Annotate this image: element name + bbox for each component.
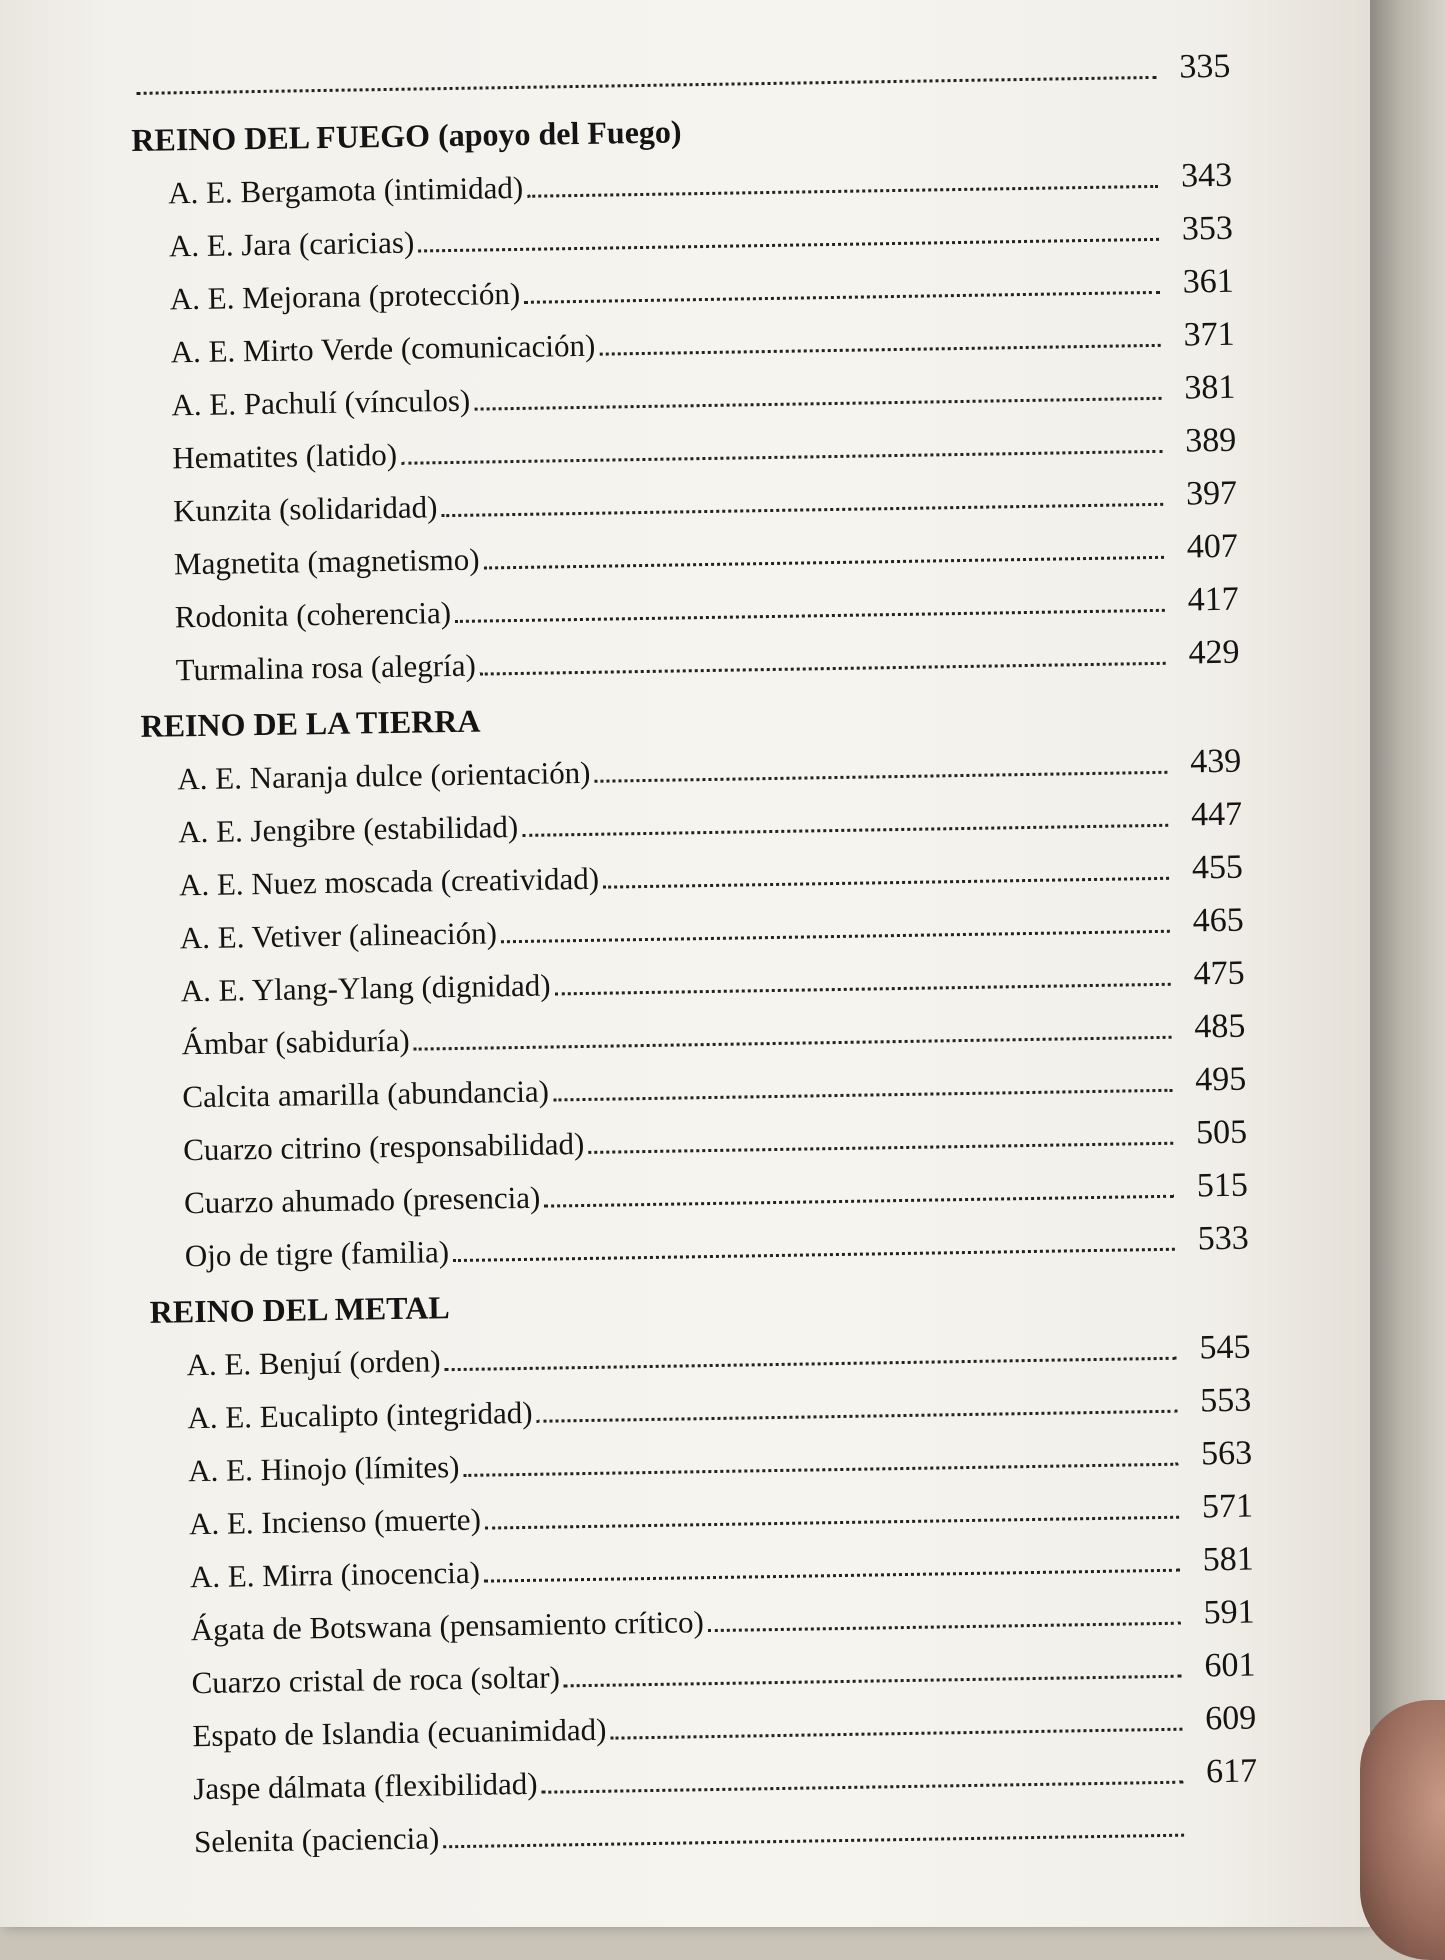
page-number: 553: [1199, 1381, 1252, 1420]
page-number: 397: [1185, 474, 1238, 513]
section-title-text: REINO DEL METAL: [149, 1289, 450, 1330]
leader-dots: [555, 983, 1171, 996]
page-number: 447: [1190, 795, 1243, 834]
page-number: 389: [1184, 421, 1237, 460]
page-number: 353: [1181, 209, 1234, 248]
leader-dots: [611, 1728, 1183, 1740]
toc-entry-label: A. E. Ylang-Ylang (dignidad): [180, 967, 551, 1009]
page-number: 545: [1199, 1328, 1251, 1367]
leader-dots: [564, 1675, 1182, 1688]
toc-entry-label: A. E. Benjuí (orden): [186, 1343, 441, 1383]
toc-entry-label: Cuarzo ahumado (presencia): [183, 1179, 541, 1221]
leader-dots: [544, 1195, 1174, 1208]
leader-dots: [527, 185, 1158, 198]
toc-entry-label: A. E. Eucalipto (integridad): [187, 1394, 533, 1436]
page-number: 495: [1194, 1060, 1247, 1099]
toc-entry-label: A. E. Jengibre (estabilidad): [177, 808, 519, 850]
toc-entry-label: A. E. Hinojo (límites): [187, 1449, 460, 1489]
page-number: 381: [1184, 368, 1236, 407]
leader-dots: [542, 1781, 1184, 1794]
toc-entry-label: Magnetita (magnetismo): [173, 541, 480, 582]
page-number: 505: [1195, 1113, 1248, 1152]
leader-dots: [708, 1622, 1181, 1632]
page-number: 335: [1179, 47, 1231, 86]
page-edge: [1370, 0, 1445, 1927]
table-of-contents: [130, 38, 1258, 1861]
toc-entry-label: Hematites (latido): [172, 436, 398, 476]
toc-entry-label: Cuarzo cristal de roca (soltar): [191, 1659, 561, 1701]
leader-dots: [595, 771, 1168, 783]
toc-entry-label: Calcita amarilla (abundancia): [182, 1073, 550, 1115]
toc-entry-label: Kunzita (solidaridad): [172, 489, 438, 529]
page-number: 563: [1200, 1434, 1253, 1473]
toc-entry-label: Turmalina rosa (alegría): [175, 647, 477, 688]
section-title-text: REINO DEL FUEGO (apoyo del Fuego): [131, 113, 682, 158]
page-number: 533: [1197, 1219, 1250, 1258]
leader-dots: [522, 824, 1168, 837]
toc-entry-label: Cuarzo citrino (responsabilidad): [182, 1126, 585, 1168]
toc-entry-label: Jaspe dálmata (flexibilidad): [192, 1765, 538, 1807]
page-number: 407: [1186, 527, 1239, 566]
page-number: 591: [1203, 1593, 1255, 1632]
page-number: 429: [1188, 633, 1240, 672]
page-number: 609: [1204, 1699, 1257, 1738]
toc-entry-label: A. E. Nuez moscada (creatividad): [178, 860, 600, 903]
page-number: 455: [1191, 848, 1244, 887]
page-number: 417: [1187, 580, 1239, 619]
leader-dots: [443, 1834, 1184, 1849]
page-number: 439: [1189, 742, 1242, 781]
thumb: [1360, 1700, 1445, 1960]
page-number: 617: [1205, 1752, 1258, 1791]
toc-entry-label: A. E. Incienso (muerte): [188, 1501, 482, 1542]
leader-dots: [501, 930, 1170, 944]
leader-dots: [588, 1142, 1173, 1154]
page-number: 581: [1202, 1540, 1255, 1579]
toc-entry-label: Rodonita (coherencia): [174, 595, 452, 635]
toc-entry-label: A. E. Vetiver (alineación): [179, 915, 498, 956]
page-number: 515: [1196, 1166, 1249, 1205]
toc-entry-label: A. E. Jara (caricias): [168, 224, 415, 264]
toc-entry-label: Selenita (paciencia): [193, 1820, 440, 1860]
page-number: 571: [1201, 1487, 1254, 1526]
toc-entry-label: A. E. Mirto Verde (comunicación): [170, 327, 596, 370]
leader-dots: [553, 1089, 1172, 1102]
page-number: 361: [1182, 262, 1234, 301]
toc-entry-label: Ágata de Botswana (pensamiento crítico): [190, 1604, 705, 1648]
toc-entry-label: Espato de Islandia (ecuanimidad): [192, 1711, 607, 1754]
leader-dots: [599, 344, 1160, 356]
leader-dots: [603, 877, 1169, 889]
page-number: 343: [1180, 156, 1233, 195]
toc-entry-label: A. E. Naranja dulce (orientación): [177, 754, 591, 797]
toc-entry-label: A. E. Pachulí (vínculos): [171, 382, 471, 423]
toc-entry-label: A. E. Mejorana (protección): [169, 275, 521, 317]
toc-entry-label: Ámbar (sabiduría): [181, 1022, 410, 1062]
toc-sections: [131, 86, 1258, 1861]
page-number: 485: [1194, 1007, 1246, 1046]
section-title-text: REINO DE LA TIERRA: [140, 702, 481, 744]
toc-entry-label: A. E. Mirra (inocencia): [189, 1554, 481, 1595]
toc-entry-label: Ojo de tigre (familia): [184, 1234, 450, 1274]
page-number: 465: [1192, 901, 1245, 940]
leader-dots: [537, 1410, 1178, 1423]
page-number: 475: [1193, 954, 1245, 993]
leader-dots: [524, 291, 1160, 304]
page-number: 601: [1204, 1646, 1256, 1685]
toc-entry-label: A. E. Bergamota (intimidad): [167, 169, 524, 211]
page-number: 371: [1183, 315, 1235, 354]
